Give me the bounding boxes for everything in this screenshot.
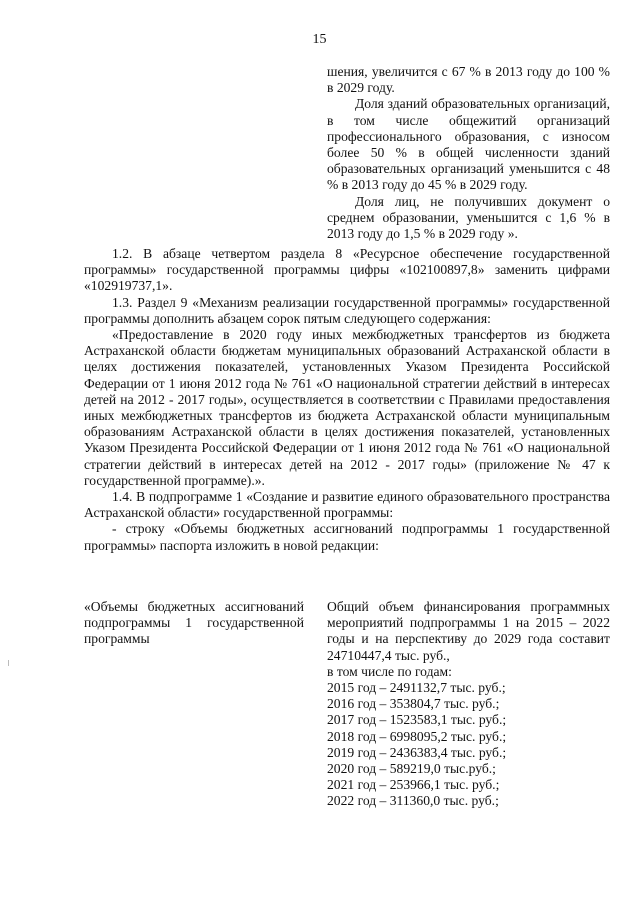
year-row: 2015 год – 2491132,7 тыс. руб.; — [327, 680, 506, 696]
table-label-cell: «Объемы бюджетных ассигнований подпрограммы 1 государственной программы — [84, 599, 304, 647]
paragraph-1-3: 1.3. Раздел 9 «Механизм реализации государственной программы» государственной программы дополнить абзацем сорок пятым следующего содержания: — [84, 294, 610, 326]
financing-subheading: в том числе по годам: — [327, 663, 452, 679]
year-row: 2020 год – 589219,0 тыс.руб.; — [327, 761, 496, 777]
year-row: 2021 год – 253966,1 тыс. руб.; — [327, 777, 500, 793]
year-row: 2022 год – 311360,0 тыс. руб.; — [327, 793, 499, 809]
page-number: 15 — [312, 32, 327, 47]
main-text — [84, 246, 610, 554]
scan-speck — [8, 660, 9, 666]
text-paragraph: шения, увеличится с 67 % в 2013 году до 100 % в 2029 году. — [327, 64, 610, 96]
year-row: 2019 год – 2436383,4 тыс. руб.; — [327, 744, 507, 760]
financing-total: Общий объем финансирования программных мероприятий подпрограммы 1 на 2015 – 2022 годы и на перспективу до 2029 года составит 24710447,4 тыс. руб., — [327, 599, 610, 663]
paragraph-dash: - строку «Объемы бюджетных ассигнований подпрограммы 1 государственной программы» паспорта изложить в новой редакции: — [84, 521, 610, 553]
year-row: 2018 год – 6998095,2 тыс. руб.; — [327, 728, 507, 744]
text-paragraph: Доля лиц, не получивших документ о среднем образовании, уменьшится с 1,6 % в 2013 году до 1,5 % в 2029 году ». — [327, 193, 610, 242]
passport-table — [84, 599, 610, 819]
year-row: 2016 год – 353804,7 тыс. руб.; — [327, 696, 500, 712]
quoted-paragraph: «Предоставление в 2020 году иных межбюджетных трансфертов из бюджета Астраханской области бюджетам муниципальных образований Астраханской области в целях достижения показателей, установленных Указом Президента Российской Федерации от 1 июня 2012 года № 761 «О национальной стратегии действий в интересах детей на 2012 - 2017 годы», осуществляется в соответствии с Правилами предоставления иных межбюджетных трансфертов из бюджета Астраханской области муниципальным образованиям Астраханской области в целях достижения показателей, установленных Указом Президента Российской Федерации от 1 июня 2012 года № 761 «О национальной стратегии действий в интересах детей на 2012 - 2017 годы» (приложение № 47 к государственной программе).». — [84, 327, 610, 488]
continued-text-block — [327, 64, 610, 242]
table-value-cell — [327, 599, 610, 810]
paragraph-1-4: 1.4. В подпрограмме 1 «Создание и развитие единого образовательного пространства Астраханской области» государственной программы: — [84, 489, 610, 521]
year-row: 2017 год – 1523583,1 тыс. руб.; — [327, 712, 507, 728]
text-paragraph: Доля зданий образовательных организаций, в том числе общежитий организаций профессионального образования, с износом более 50 % в общей численности зданий образовательных организаций уменьшится с 48 % в 2013 году до 45 % в 2029 году. — [327, 96, 610, 193]
paragraph-1-2: 1.2. В абзаце четвертом раздела 8 «Ресурсное обеспечение государственной программы» государственной программы цифры «102100897,8» заменить цифрами «102919737,1». — [84, 246, 610, 294]
